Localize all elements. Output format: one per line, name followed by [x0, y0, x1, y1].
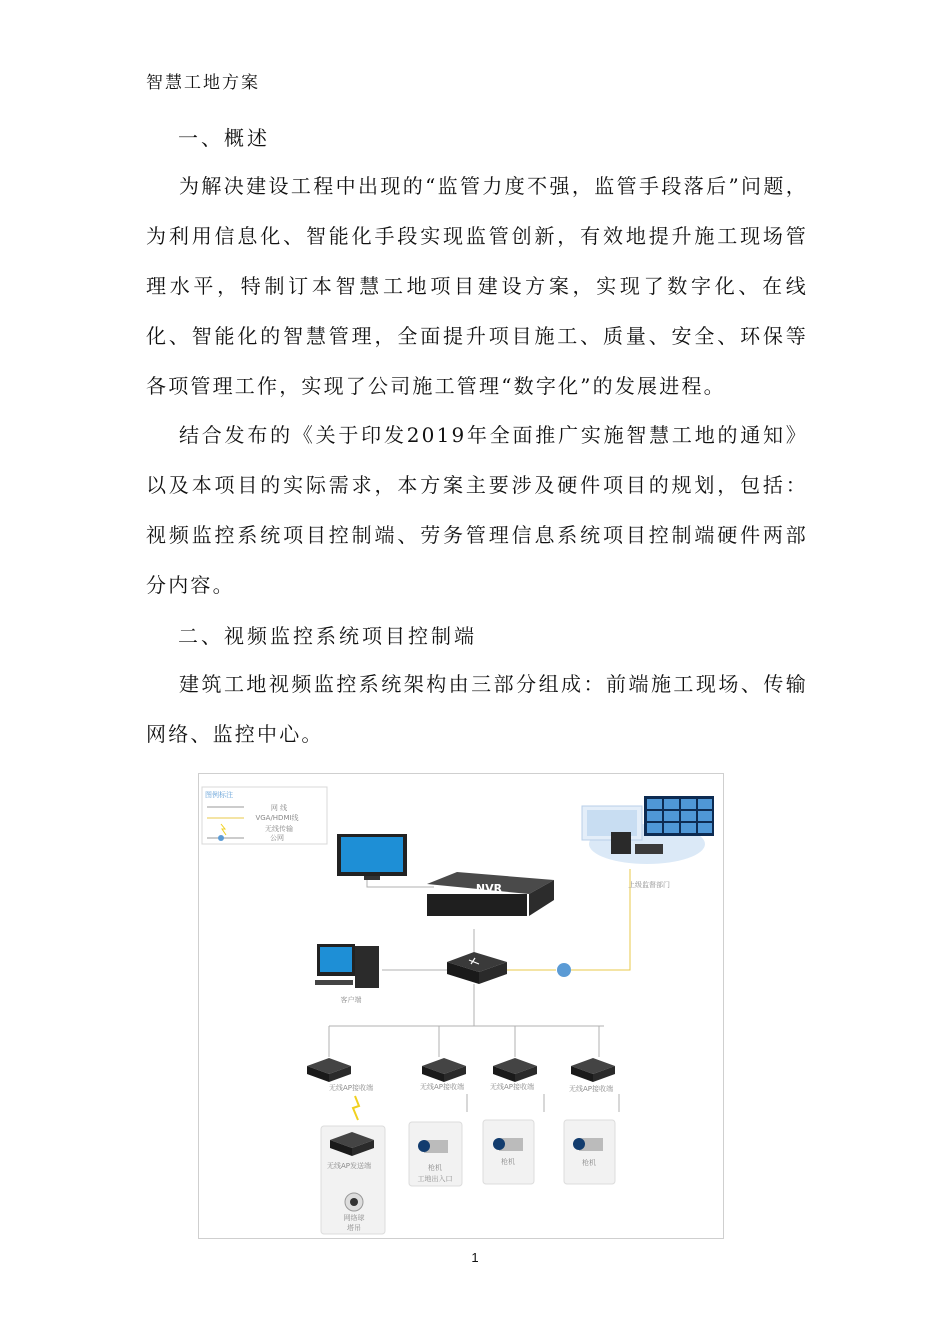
- client-label: 客户端: [340, 996, 362, 1004]
- legend-item-wireless: 无线传输: [265, 825, 293, 833]
- bullet-camera-label-3: 枪机: [582, 1159, 596, 1167]
- nvr-device-icon: [427, 872, 554, 916]
- ap-receiver-4-icon: [569, 1058, 615, 1093]
- document-header: 智慧工地方案: [146, 73, 260, 93]
- legend-item-vga: VGA/HDMI线: [255, 814, 299, 822]
- dome-camera-sub-label: 塔吊: [347, 1224, 361, 1232]
- legend-item-public: 公网: [270, 834, 284, 842]
- ap-receiver-3-icon: [490, 1058, 537, 1091]
- wireless-link-icon: [353, 1096, 359, 1120]
- system-architecture-diagram: [198, 773, 724, 1239]
- ap-receiver-label-3: 无线AP接收端: [489, 1083, 535, 1091]
- paragraph-overview-1: 为解决建设工程中出现的“监管力度不强，监管手段落后”问题，为利用信息化、智能化手段实现监管创新，有效地提升施工现场管理水平，特制订本智慧工地项目建设方案，实现了数字化、在线化、智能化的智慧管理，全面提升项目施工、质量、安全、环保等各项管理工作，实现了公司施工管理“数字化”的发展进程。: [146, 174, 808, 398]
- ap-receiver-1-icon: [307, 1058, 373, 1092]
- ap-receiver-2-icon: [420, 1058, 466, 1091]
- paragraph-overview-2: 结合发布的《关于印发2019年全面推广实施智慧工地的通知》以及本项目的实际需求，本方案主要涉及硬件项目的规划，包括：视频监控系统项目控制端、劳务管理信息系统项目控制端硬件两部分内容。: [146, 423, 808, 597]
- ap-receiver-label-2: 无线AP接收端: [419, 1083, 465, 1091]
- ap-sender-label: 无线AP发送端: [326, 1162, 372, 1170]
- upper-department-label: 上级监督部门: [628, 881, 670, 889]
- bullet-camera-sub-label-1: 工地出入口: [417, 1175, 453, 1183]
- legend: [202, 787, 327, 844]
- control-center-icon: [582, 796, 714, 889]
- public-network-dot-icon: [218, 835, 224, 841]
- paragraph-video-1: 建筑工地视频监控系统架构由三部分组成：前端施工现场、传输网络、监控中心。: [146, 672, 808, 746]
- page-number: 1: [471, 1250, 479, 1265]
- public-network-node-icon: [557, 963, 571, 977]
- client-pc-icon: [315, 944, 379, 1004]
- section-heading-video: 二、视频监控系统项目控制端: [178, 624, 477, 648]
- legend-title: 图例标注: [205, 791, 233, 799]
- ap-receiver-label-4: 无线AP接收端: [568, 1085, 614, 1093]
- bullet-camera-label-1: 枪机: [428, 1164, 442, 1172]
- monitor-icon: [337, 834, 407, 880]
- ap-receiver-label-1: 无线AP接收端: [328, 1084, 374, 1092]
- legend-item-network: 网 线: [270, 804, 288, 812]
- dome-camera-label: 网络球: [343, 1214, 365, 1222]
- network-switch-icon: [447, 952, 507, 984]
- nvr-label: NVR: [475, 882, 503, 895]
- section-heading-overview: 一、概述: [178, 126, 270, 150]
- bullet-camera-label-2: 枪机: [501, 1158, 515, 1166]
